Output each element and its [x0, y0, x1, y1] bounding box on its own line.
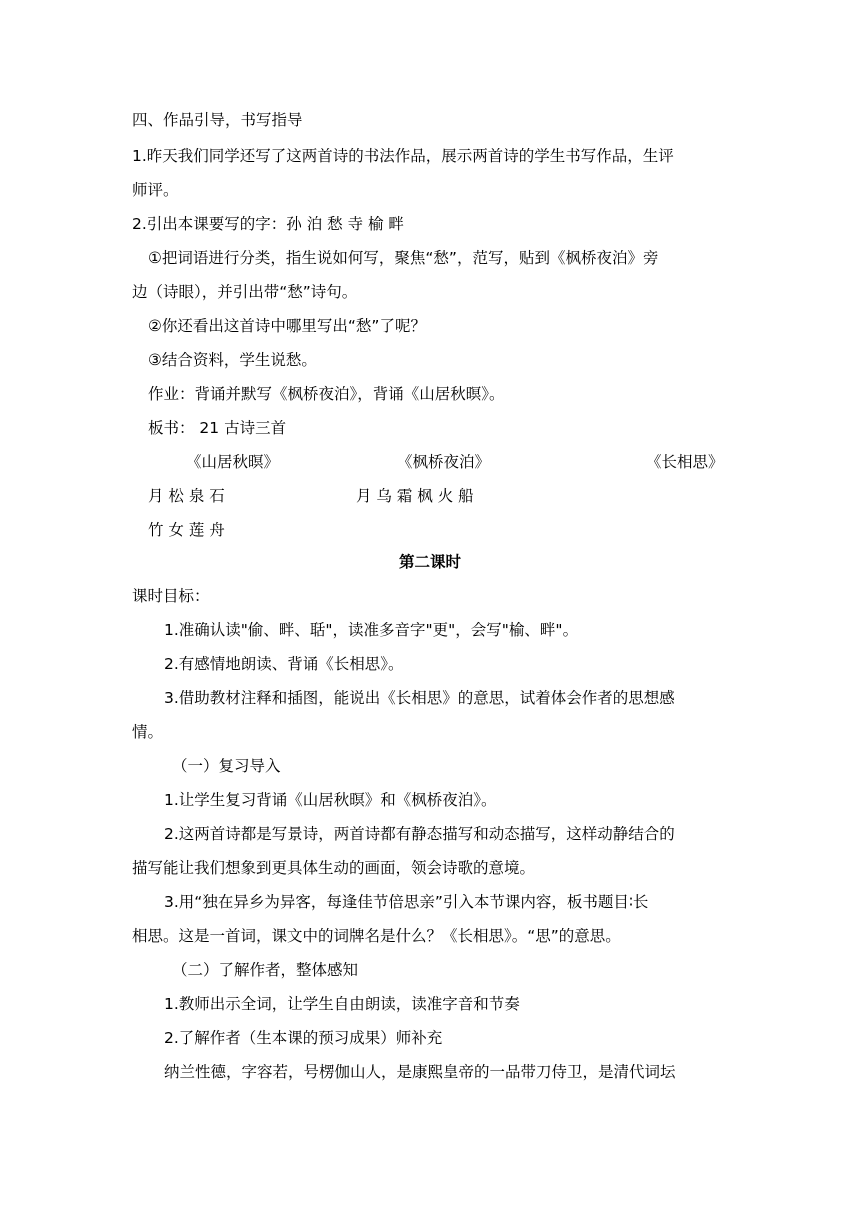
paragraph: 边（诗眼），并引出带“愁”诗句。	[132, 283, 358, 301]
part-heading: （一）复习导入	[172, 757, 281, 775]
goal-item: 1.准确认读"偷、畔、聒"，读准多音字"更"，会写"榆、畔"。	[164, 621, 579, 639]
goal-item: 2.有感情地朗读、背诵《长相思》。	[164, 655, 404, 673]
board-keywords: 竹 女 莲 舟	[148, 521, 225, 539]
goals-label: 课时目标：	[132, 587, 210, 605]
paragraph: ③结合资料，学生说愁。	[148, 351, 317, 369]
paragraph: 1.教师出示全词，让学生自由朗读，读准字音和节奏	[164, 995, 520, 1013]
paragraph: ①把词语进行分类，指生说如何写，聚焦“愁”，范写，贴到《枫桥夜泊》旁	[148, 249, 659, 267]
paragraph: 描写能让我们想象到更具体生动的画面，领会诗歌的意境。	[132, 859, 536, 877]
paragraph: 3.用“独在异乡为异客，每逢佳节倍思亲”引入本节课内容，板书题目∶长	[164, 893, 649, 911]
lesson-title: 第二课时	[398, 553, 461, 571]
paragraph: 2.这两首诗都是写景诗，两首诗都有静态描写和动态描写，这样动静结合的	[164, 825, 675, 843]
goal-item: 情。	[132, 723, 164, 741]
paragraph: ②你还看出这首诗中哪里写出“愁”了呢？	[148, 317, 426, 335]
part-heading: （二）了解作者，整体感知	[172, 961, 359, 979]
paragraph: 2.引出本课要写的字：孙 泊 愁 寺 榆 畔	[132, 215, 404, 233]
board-keywords: 月 松 泉 石	[148, 487, 225, 505]
board-poem-title: 《长相思》	[646, 453, 724, 471]
paragraph: 纳兰性德，字容若，号楞伽山人，是康熙皇帝的一品带刀侍卫，是清代词坛	[164, 1063, 676, 1081]
board-title: 板书： 21 古诗三首	[148, 419, 287, 437]
board-poem-title: 《枫桥夜泊》	[397, 453, 491, 471]
paragraph: 1.让学生复习背诵《山居秋暝》和《枫桥夜泊》。	[164, 791, 497, 809]
paragraph: 师评。	[132, 181, 179, 199]
paragraph: 作业：背诵并默写《枫桥夜泊》，背诵《山居秋暝》。	[148, 385, 505, 403]
section-heading: 四、作品引导，书写指导	[132, 111, 303, 129]
paragraph: 2.了解作者（生本课的预习成果）师补充	[164, 1029, 443, 1047]
board-keywords: 月 乌 霜 枫 火 船	[356, 487, 474, 505]
paragraph: 相思。这是一首词，课文中的词牌名是什么？《长相思》。“思”的意思。	[132, 927, 621, 945]
paragraph: 1.昨天我们同学还写了这两首诗的书法作品，展示两首诗的学生书写作品，生评	[132, 147, 674, 165]
board-poem-title: 《山居秋暝》	[186, 453, 280, 471]
goal-item: 3.借助教材注释和插图，能说出《长相思》的意思，试着体会作者的思想感	[164, 689, 675, 707]
